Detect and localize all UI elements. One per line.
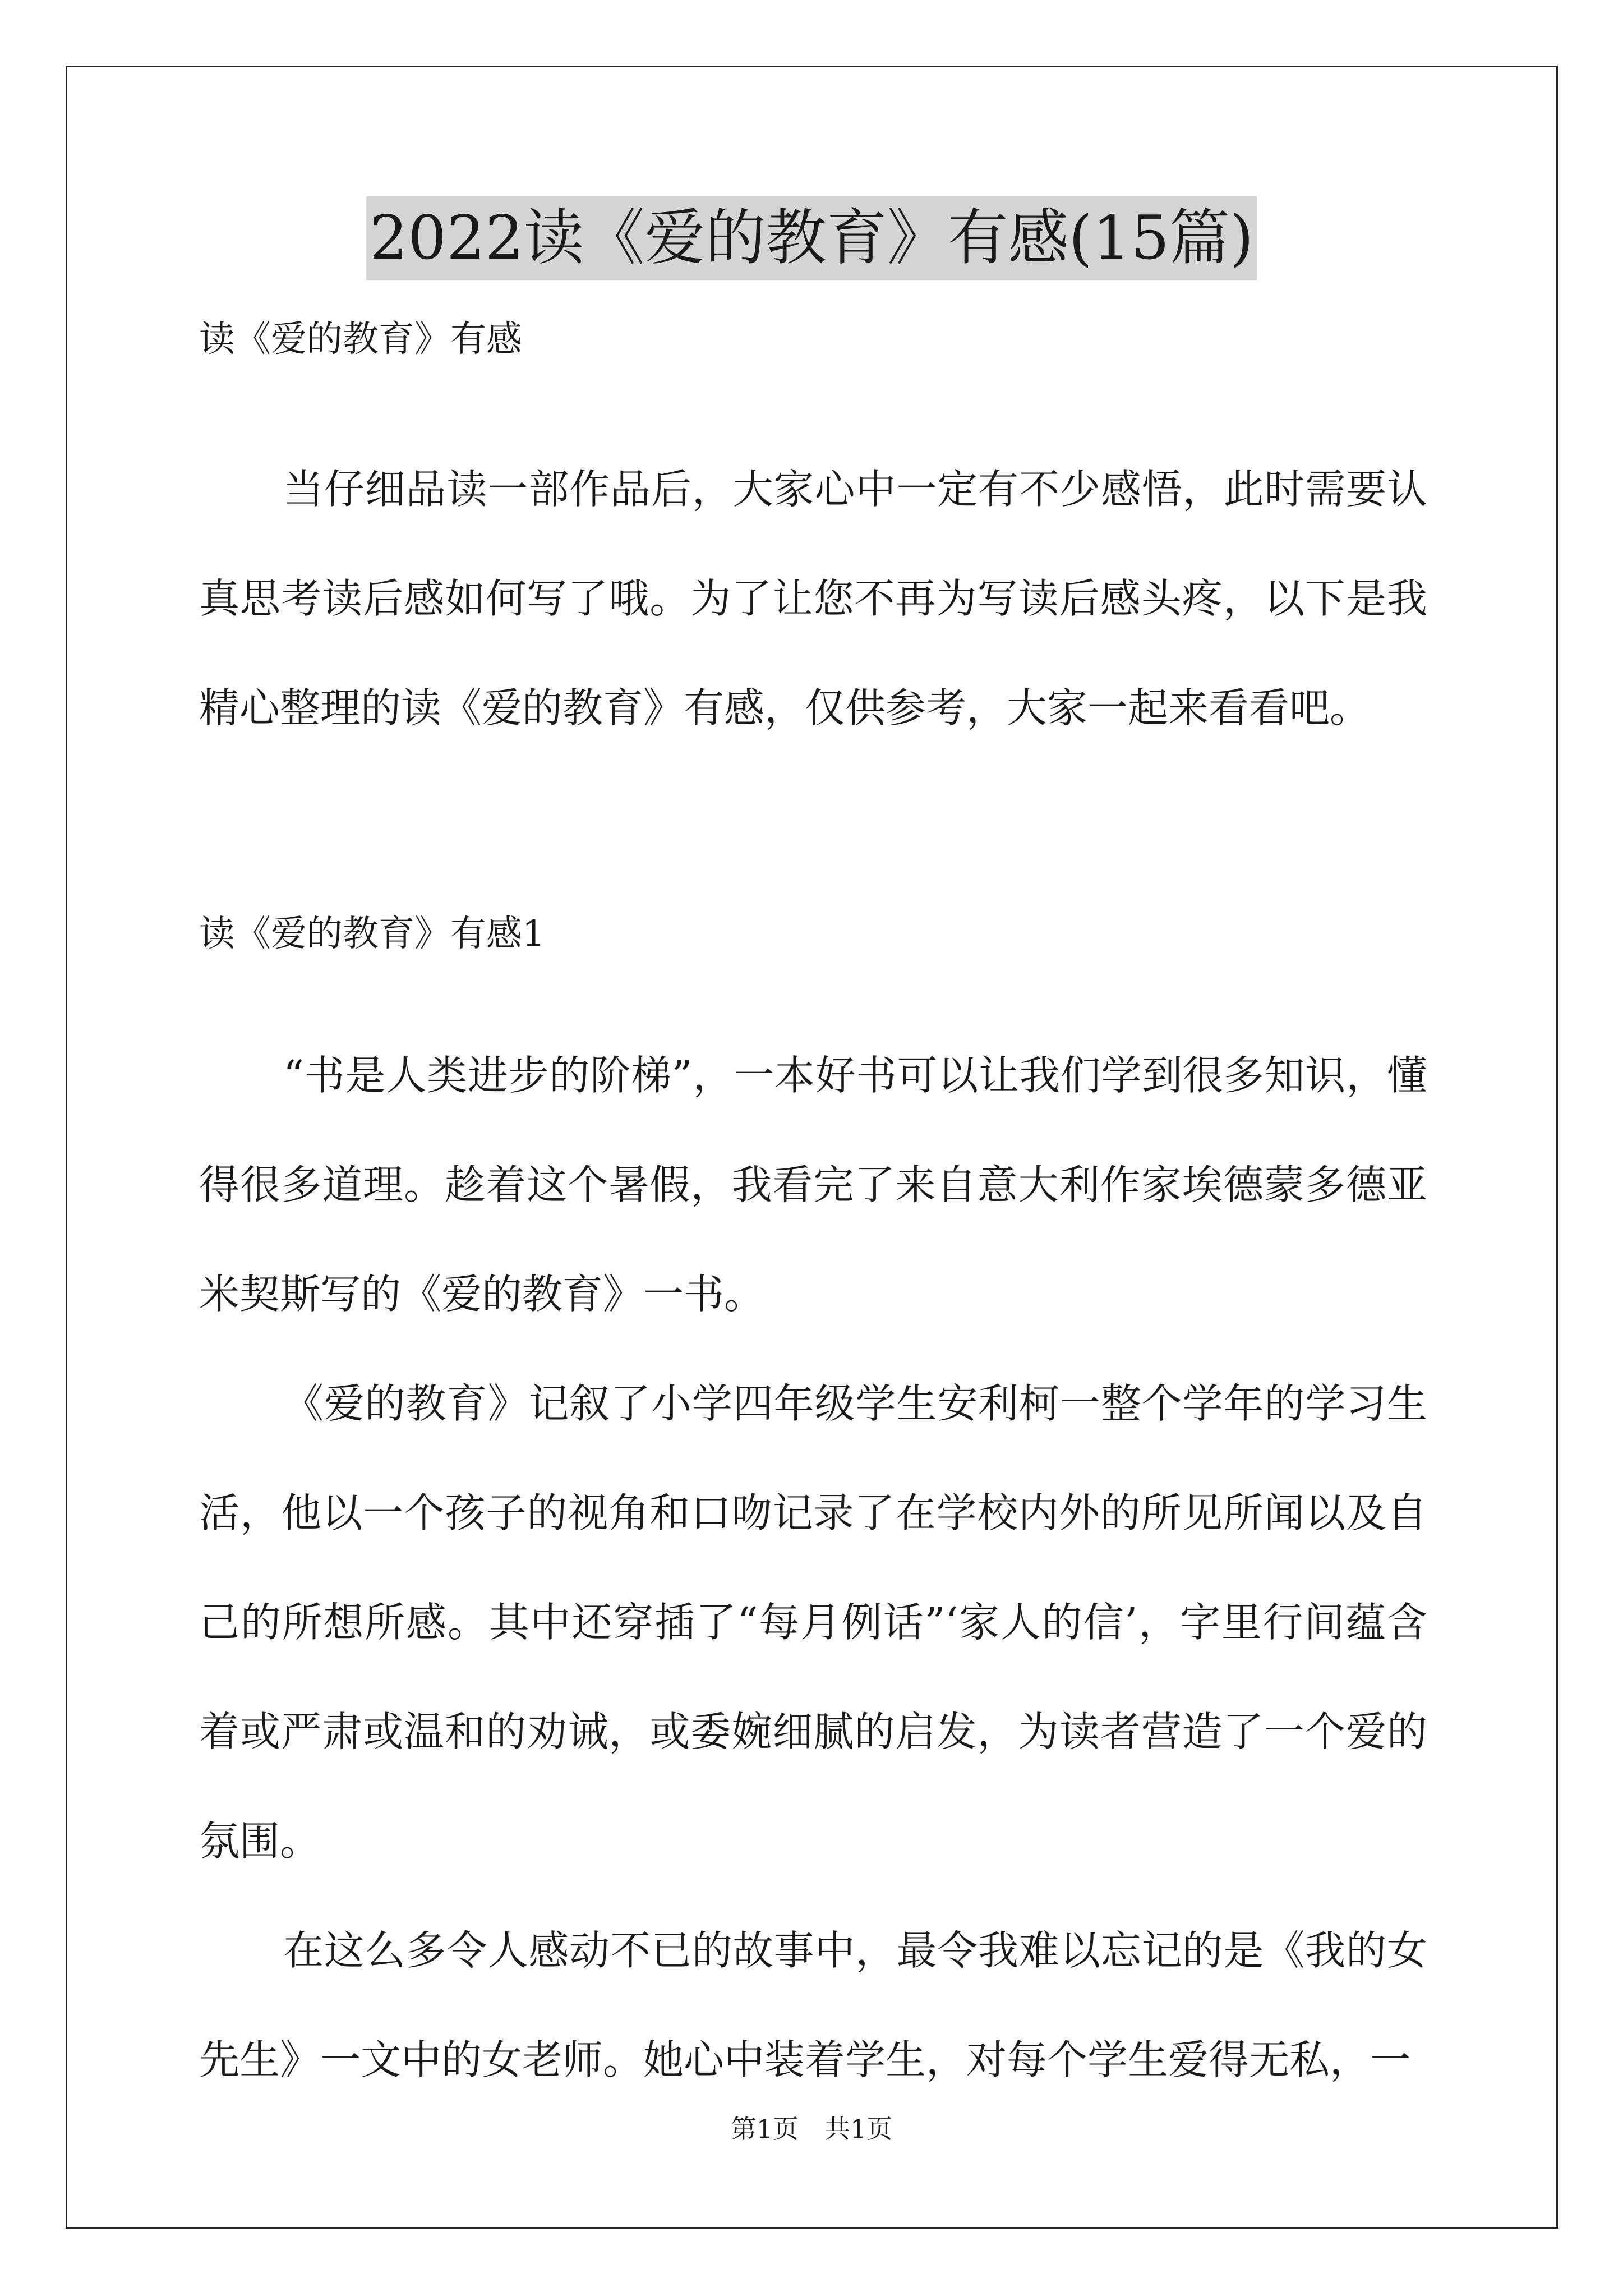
intro-paragraph: 当仔细品读一部作品后，大家心中一定有不少感悟，此时需要认真思考读后感如何写了哦。为了让您不再为写读后感头疼，以下是我精心整理的读《爱的教育》有感，仅供参考，大家一起来看看吧。: [199, 466, 1427, 731]
paragraph-1: “书是人类进步的阶梯”，一本好书可以让我们学到很多知识，懂得很多道理。趁着这个暑假，我看完了来自意大利作家埃德蒙多德亚米契斯写的《爱的教育》一书。: [199, 1052, 1427, 1318]
section-heading-1: 读《爱的教育》有感1: [199, 913, 545, 955]
paragraph-2: 《爱的教育》记叙了小学四年级学生安利柯一整个学年的学习生活，他以一个孩子的视角和口吻记录了在学校内外的所见所闻以及自己的所想所感。其中还穿插了“每月例话”‘家人的信’，字里行间蕴含着或严肃或温和的劝诫，或委婉细腻的启发，为读者营造了一个爱的氛围。: [199, 1380, 1427, 1865]
section-heading: 读《爱的教育》有感: [199, 319, 522, 360]
document-body: [199, 311, 1427, 2115]
title-container: [0, 196, 1623, 280]
document-title: 2022读《爱的教育》有感(15篇): [366, 196, 1257, 280]
page-footer: 第1页 共1页: [730, 2114, 893, 2144]
paragraph-3: 在这么多令人感动不已的故事中，最令我难以忘记的是《我的女先生》一文中的女老师。她心中装着学生，对每个学生爱得无私，一: [199, 1927, 1427, 2083]
